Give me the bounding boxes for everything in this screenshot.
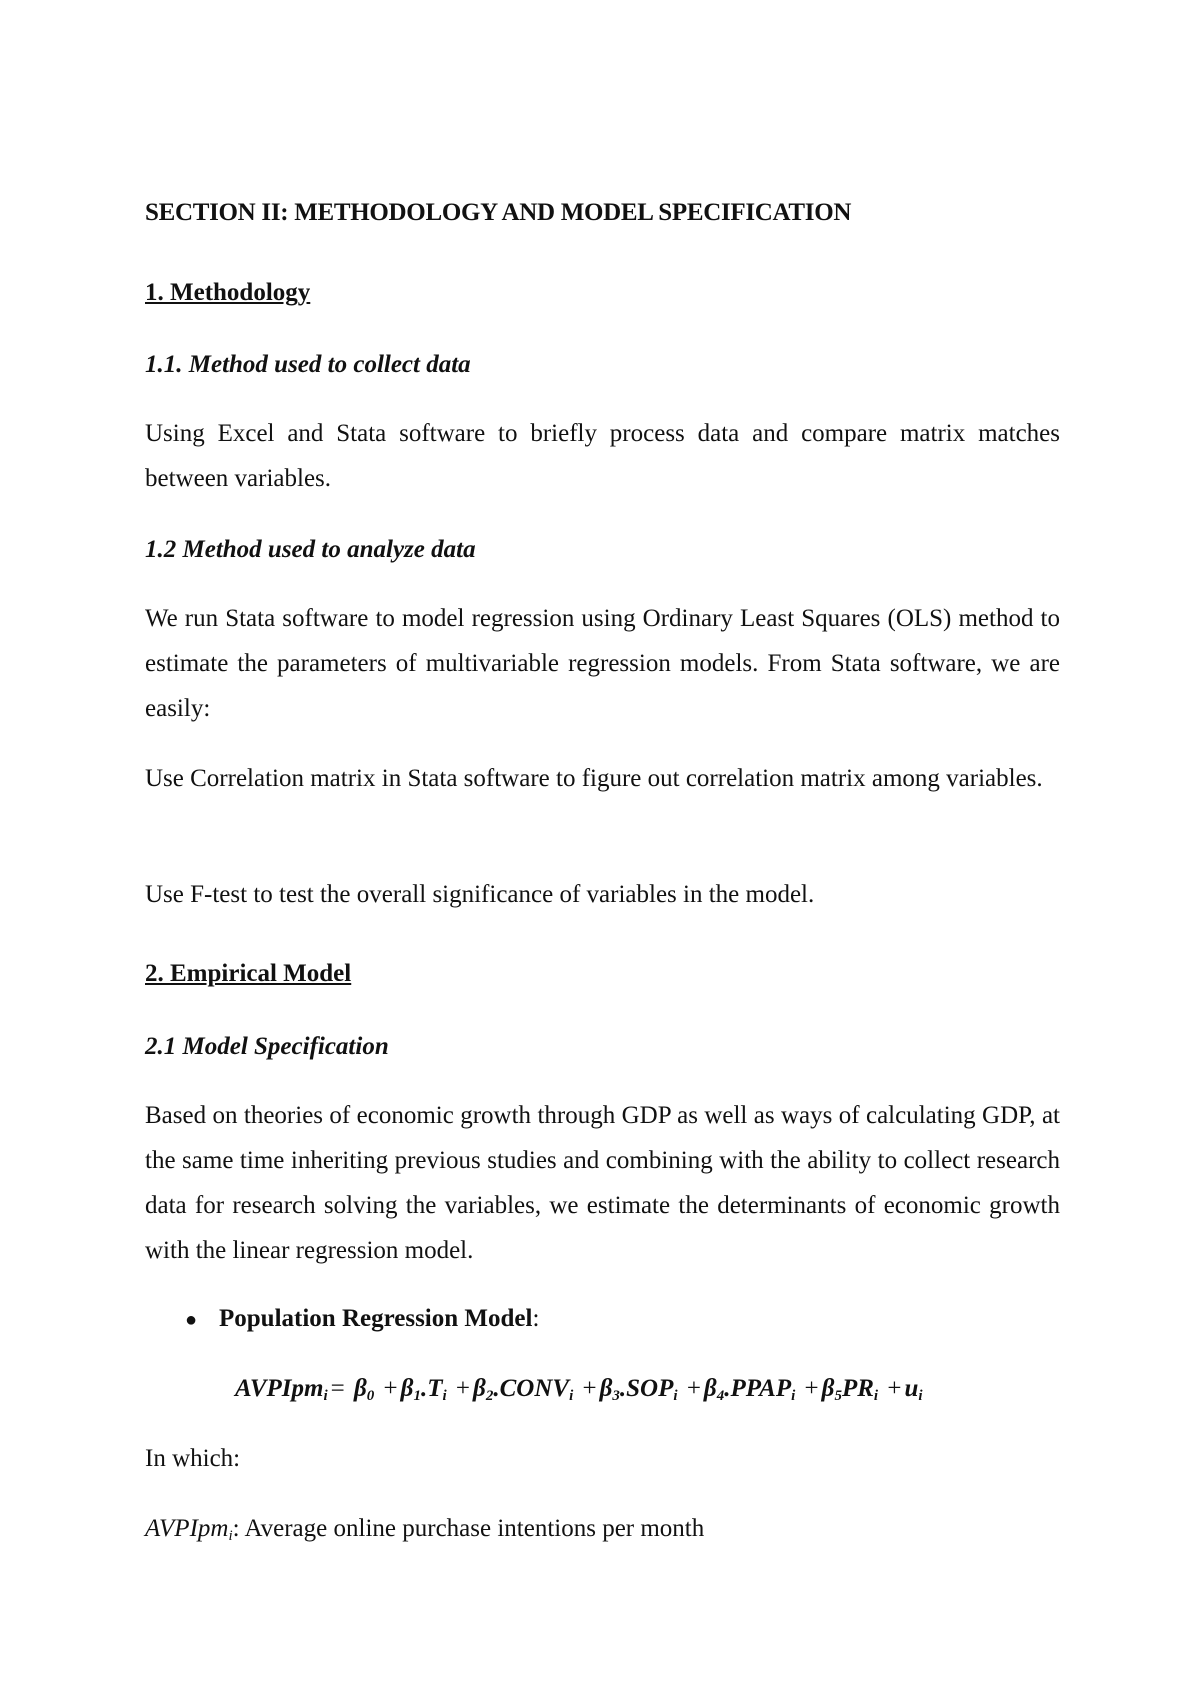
eq-error-sub: i — [918, 1388, 923, 1404]
eq-var-sop: SOP — [626, 1375, 674, 1402]
eq-beta-4-sub: 4 — [716, 1388, 725, 1404]
eq-beta-5-sub: 5 — [834, 1388, 842, 1404]
regression-equation: AVPIpm$_i$ = $\beta_0 + \beta_1.T_i$ + $\beta_2.CONV_i + \beta_3.SOP_i$ + $\beta_4.PPAP_i + \beta_5PR_i + u_i$ — [235, 1375, 923, 1404]
subheading-model-specification: 2.1 Model Specification — [145, 1033, 389, 1060]
eq-var-pr: PR — [841, 1375, 874, 1402]
eq-beta-1: β — [400, 1375, 414, 1402]
eq-beta-2: β — [473, 1375, 486, 1402]
eq-var-t: T — [427, 1375, 443, 1402]
def-text: : Average online purchase intentions per month — [232, 1515, 705, 1542]
eq-var-ppap: PPAP — [730, 1375, 792, 1402]
heading-methodology: 1. Methodology — [145, 279, 311, 306]
eq-beta-4: β — [703, 1375, 717, 1402]
bullet-population-regression-model — [185, 1296, 1100, 1343]
definition-avpipm — [145, 1506, 1060, 1559]
eq-var-sop-sub: i — [673, 1388, 678, 1404]
eq-beta-0: β — [353, 1375, 367, 1402]
eq-beta-3: β — [599, 1375, 613, 1402]
eq-sep-4: . — [724, 1375, 731, 1402]
paragraph-correlation-matrix: Use Correlation matrix in Stata software to figure out correlation matrix among variables. — [145, 765, 1043, 792]
bullet-dot-icon: ● — [185, 1309, 198, 1331]
heading-empirical-model: 2. Empirical Model — [145, 960, 352, 987]
eq-sep-3: . — [619, 1375, 627, 1402]
eq-beta-2-sub: 2 — [485, 1388, 494, 1404]
paragraph-collect-data: Using Excel and Stata software to briefly process data and compare matrix matches between variables. — [145, 420, 1060, 492]
eq-beta-1-sub: 1 — [413, 1388, 421, 1404]
def-variable: AVPIpm — [145, 1515, 229, 1542]
eq-var-ppap-sub: i — [791, 1388, 796, 1404]
def-variable-sub: i — [228, 1528, 233, 1544]
eq-sep-2: . — [493, 1375, 500, 1402]
bullet-label: Population Regression Model — [219, 1305, 533, 1332]
in-which-label: In which: — [145, 1445, 241, 1472]
eq-lhs: AVPIpm — [235, 1375, 324, 1402]
eq-var-conv-sub: i — [569, 1388, 574, 1404]
eq-beta-5: β — [821, 1375, 835, 1402]
section-title: SECTION II: METHODOLOGY AND MODEL SPECIFICATION — [145, 199, 852, 226]
paragraph-ols-method: We run Stata software to model regression using Ordinary Least Squares (OLS) method to estimate the parameters of multivariable regression models. From Stata software, we are easily: — [145, 605, 1060, 722]
paragraph-model-specification: Based on theories of economic growth through GDP as well as ways of calculating GDP, at the same time inheriting previous studies and combining with the ability to collect research data for research solving the variables, we estimate the determinants of economic growth with the linear regression model. — [145, 1102, 1060, 1264]
eq-sep-1: . — [420, 1375, 428, 1402]
eq-var-conv: CONV — [499, 1375, 570, 1402]
eq-lhs-sub: i — [323, 1388, 328, 1404]
subheading-analyze-data: 1.2 Method used to analyze data — [145, 536, 476, 563]
eq-var-pr-sub: i — [873, 1388, 879, 1404]
subheading-collect-data: 1.1. Method used to collect data — [145, 351, 471, 378]
bullet-colon: : — [532, 1305, 540, 1332]
eq-error-term: u — [904, 1375, 919, 1402]
eq-beta-3-sub: 3 — [612, 1388, 620, 1404]
eq-beta-0-sub: 0 — [366, 1388, 375, 1404]
paragraph-f-test: Use F-test to test the overall significance of variables in the model. — [145, 881, 815, 908]
eq-var-t-sub: i — [442, 1388, 447, 1404]
